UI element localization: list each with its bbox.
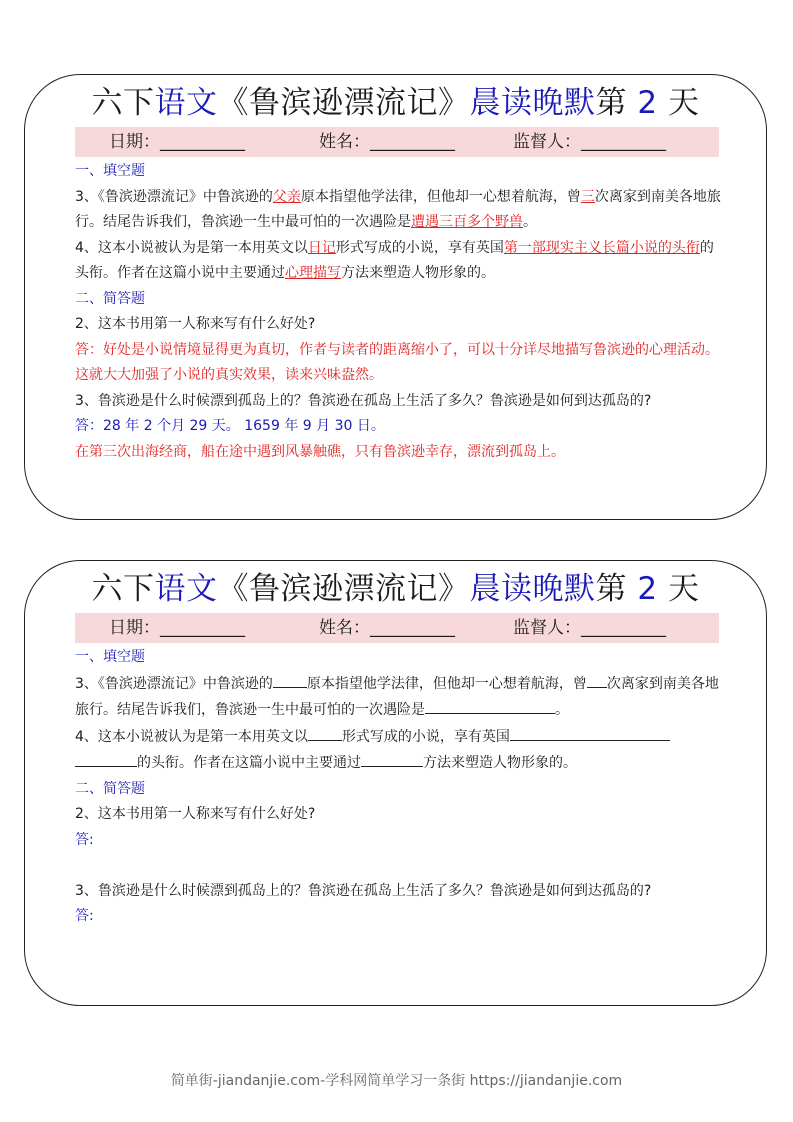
answer-fill: 遭遇三百多个野兽 [411,214,523,230]
question-3: 3、《鲁滨逊漂流记》中鲁滨逊的 原本指望他学法律，但他却一心想着航海，曾 次离家到南美各地旅行。结尾告诉我们，鲁滨逊一生中最可怕的一次遇险是 。 [75,671,721,724]
card-body [75,159,721,465]
question-3: 3、《鲁滨逊漂流记》中鲁滨逊的父亲原本指望他学法律，但他却一心想着航海，曾三次离家到南美各地旅行。结尾告诉我们，鲁滨逊一生中最可怕的一次遇险是遭遇三百多个野兽。 [75,188,721,230]
question-4: 4、这本小说被认为是第一本用英文以 形式写成的小说，享有英国的头衔。作者在这篇小说中主要通过 方法来塑造人物形象的。 [75,724,721,777]
answer-fill: 第一部现实主义长篇小说的头衔 [503,239,700,256]
section-heading: 二、简答题 [75,780,145,797]
info-bar [75,613,719,643]
name-field[interactable]: 姓名：__________ [319,618,455,638]
answer-fill: 日记 [307,239,336,256]
question-4: 4、这本小说被认为是第一本用英文以日记形式写成的小说，享有英国第一部现实主义长篇小说的头衔的头衔。作者在这篇小说中主要通过心理描写方法来塑造人物形象的。 [75,239,714,281]
date-field[interactable]: 日期：__________ [109,618,245,638]
section-heading: 二、简答题 [75,290,145,307]
name-field[interactable]: 姓名：__________ [319,132,455,152]
short-answer-3a: 答：28 年 2 个月 29 天。 1659 年 9 月 30 日。 [75,418,385,434]
short-question-3: 3、鲁滨逊是什么时候漂到孤岛上的？鲁滨逊在孤岛上生活了多久？鲁滨逊是如何到达孤岛的? [75,392,652,409]
answer-fill: 父亲 [272,188,301,205]
answer-blank[interactable] [425,697,555,714]
supervisor-field[interactable]: 监督人：__________ [513,618,666,638]
section-heading: 一、填空题 [75,163,145,179]
card-title: 六下语文《鲁滨逊漂流记》晨读晚默第 2 天 [91,85,700,121]
card-title: 六下语文《鲁滨逊漂流记》晨读晚默第 2 天 [91,571,700,607]
card-body [75,645,721,930]
short-question-2: 2、这本书用第一人称来写有什么好处? [75,806,316,822]
short-answer-2: 答：好处是小说情境显得更为真切，作者与读者的距离缩小了，可以十分详尽地描写鲁滨逊的心理活动。这就大大加强了小说的真实效果，读来兴味盎然。 [75,341,719,383]
answer-blank[interactable] [361,750,423,767]
answer-blank[interactable] [75,750,137,767]
short-answer-2-label[interactable]: 答: [75,831,94,848]
info-bar [75,127,719,157]
short-question-2: 2、这本书用第一人称来写有什么好处? [75,316,316,332]
date-field[interactable]: 日期：__________ [109,132,245,152]
answer-fill: 心理描写 [285,265,341,281]
section-heading: 一、填空题 [75,649,145,665]
worksheet-card-blank [24,560,767,1006]
short-answer-3b: 在第三次出海经商，船在途中遇到风暴触礁，只有鲁滨逊幸存，漂流到孤岛上。 [75,443,565,460]
worksheet-card-answers [24,74,767,520]
answer-blank[interactable] [510,724,670,741]
short-question-3: 3、鲁滨逊是什么时候漂到孤岛上的？鲁滨逊在孤岛上生活了多久？鲁滨逊是如何到达孤岛的? [75,882,652,899]
answer-fill: 三 [580,188,595,205]
short-answer-3-label[interactable]: 答: [75,908,94,924]
answer-blank[interactable] [308,724,342,741]
answer-blank[interactable] [273,671,307,688]
answer-blank[interactable] [587,671,607,688]
page-footer: 简单街-jiandanjie.com-学科网简单学习一条街 https://jiandanjie.com [170,1073,623,1089]
supervisor-field[interactable]: 监督人：__________ [513,132,666,152]
